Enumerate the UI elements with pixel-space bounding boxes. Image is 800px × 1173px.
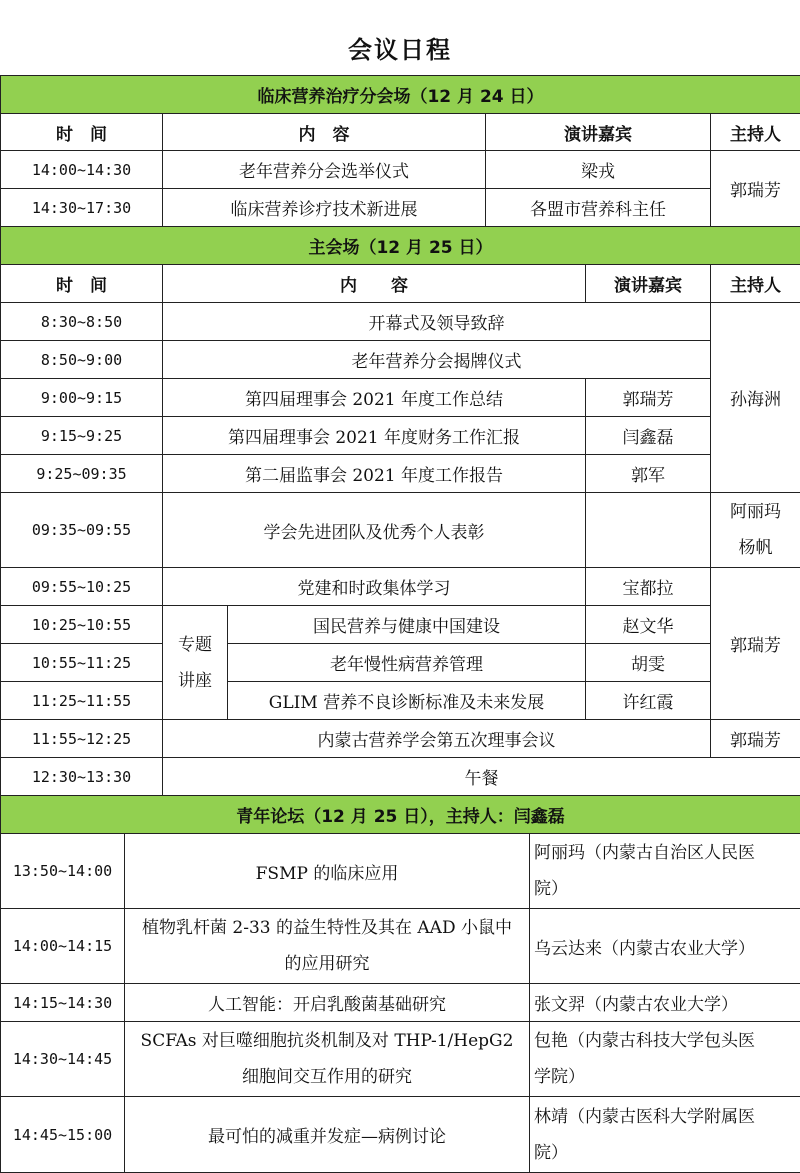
row-time: 9:25~09:35 — [1, 455, 163, 493]
row-content: 老年营养分会揭牌仪式 — [163, 341, 711, 379]
row-time: 9:00~9:15 — [1, 379, 163, 417]
section-banner: 临床营养治疗分会场（12 月 24 日） — [1, 76, 800, 114]
row-speaker: 赵文华 — [586, 606, 711, 644]
header-time: 时 间 — [1, 265, 163, 303]
content-line: SCFAs 对巨噬细胞抗炎机制及对 THP-1/HepG2 — [129, 1023, 525, 1059]
row-content: 午餐 — [163, 758, 800, 796]
row-time: 8:30~8:50 — [1, 303, 163, 341]
row-speaker: 梁戎 — [486, 151, 711, 189]
row-content: 人工智能：开启乳酸菌基础研究 — [125, 984, 530, 1022]
row-time: 09:35~09:55 — [1, 493, 163, 568]
row-speaker: 郭军 — [586, 455, 711, 493]
section-banner: 主会场（12 月 25 日） — [1, 227, 800, 265]
row-time: 13:50~14:00 — [1, 834, 125, 909]
speaker-line: 院） — [534, 871, 796, 907]
speaker-line: 院） — [534, 1135, 796, 1171]
row-speaker: 郭瑞芳 — [586, 379, 711, 417]
header-speaker: 演讲嘉宾 — [586, 265, 711, 303]
row-content: 学会先进团队及优秀个人表彰 — [163, 493, 586, 568]
row-speaker: 宝都拉 — [586, 568, 711, 606]
row-content: 第四届理事会 2021 年度工作总结 — [163, 379, 586, 417]
row-time: 14:15~14:30 — [1, 984, 125, 1022]
host-name: 阿丽玛 — [715, 494, 796, 530]
row-content: 老年慢性病营养管理 — [228, 644, 586, 682]
row-speaker: 许红霞 — [586, 682, 711, 720]
row-host: 孙海洲 — [711, 303, 800, 493]
speaker-line: 林靖（内蒙古医科大学附属医 — [534, 1099, 796, 1135]
row-content: GLIM 营养不良诊断标准及未来发展 — [228, 682, 586, 720]
row-time: 14:00~14:15 — [1, 909, 125, 984]
row-speaker — [530, 1022, 800, 1097]
row-host: 郭瑞芳 — [711, 568, 800, 720]
table-section-2 — [0, 226, 800, 796]
row-time: 14:30~14:45 — [1, 1022, 125, 1097]
topic-lecture-label — [163, 606, 228, 720]
header-content: 内 容 — [163, 265, 586, 303]
header-host: 主持人 — [711, 114, 800, 151]
row-content — [125, 1022, 530, 1097]
table-section-1 — [0, 75, 800, 227]
row-host: 郭瑞芳 — [711, 720, 800, 758]
table-section-3 — [0, 795, 800, 1173]
content-line: 的应用研究 — [129, 946, 525, 982]
speaker-line: 阿丽玛（内蒙古自治区人民医 — [534, 835, 796, 871]
speaker-line: 学院） — [534, 1059, 796, 1095]
row-content: 第二届监事会 2021 年度工作报告 — [163, 455, 586, 493]
row-time: 10:25~10:55 — [1, 606, 163, 644]
row-content: 国民营养与健康中国建设 — [228, 606, 586, 644]
row-content: 内蒙古营养学会第五次理事会议 — [163, 720, 711, 758]
row-speaker: 张文羿（内蒙古农业大学） — [530, 984, 800, 1022]
row-speaker: 闫鑫磊 — [586, 417, 711, 455]
row-speaker: 各盟市营养科主任 — [486, 189, 711, 227]
row-speaker — [530, 1097, 800, 1173]
row-time: 11:25~11:55 — [1, 682, 163, 720]
header-time: 时 间 — [1, 114, 163, 151]
section-banner: 青年论坛（12 月 25 日），主持人：闫鑫磊 — [1, 796, 800, 834]
row-content: 临床营养诊疗技术新进展 — [163, 189, 486, 227]
row-content — [125, 909, 530, 984]
header-host: 主持人 — [711, 265, 800, 303]
header-content: 内 容 — [163, 114, 486, 151]
row-speaker: 乌云达来（内蒙古农业大学） — [530, 909, 800, 984]
row-content: 老年营养分会选举仪式 — [163, 151, 486, 189]
row-speaker — [530, 834, 800, 909]
row-content: 最可怕的减重并发症—病例讨论 — [125, 1097, 530, 1173]
header-speaker: 演讲嘉宾 — [486, 114, 711, 151]
row-time: 12:30~13:30 — [1, 758, 163, 796]
content-line: 植物乳杆菌 2-33 的益生特性及其在 AAD 小鼠中 — [129, 910, 525, 946]
row-time: 8:50~9:00 — [1, 341, 163, 379]
content-line: 细胞间交互作用的研究 — [129, 1059, 525, 1095]
row-speaker — [586, 493, 711, 568]
page-title: 会议日程 — [0, 30, 800, 65]
row-content: FSMP 的临床应用 — [125, 834, 530, 909]
row-time: 9:15~9:25 — [1, 417, 163, 455]
row-time: 14:00~14:30 — [1, 151, 163, 189]
row-time: 14:45~15:00 — [1, 1097, 125, 1173]
row-time: 09:55~10:25 — [1, 568, 163, 606]
row-host — [711, 493, 800, 568]
row-content: 党建和时政集体学习 — [163, 568, 586, 606]
row-speaker: 胡雯 — [586, 644, 711, 682]
row-time: 14:30~17:30 — [1, 189, 163, 227]
row-content: 第四届理事会 2021 年度财务工作汇报 — [163, 417, 586, 455]
row-time: 10:55~11:25 — [1, 644, 163, 682]
topic-label-line: 讲座 — [167, 663, 223, 699]
host-name: 杨帆 — [715, 530, 796, 566]
topic-label-line: 专题 — [167, 627, 223, 663]
row-time: 11:55~12:25 — [1, 720, 163, 758]
row-host: 郭瑞芳 — [711, 151, 800, 227]
speaker-line: 包艳（内蒙古科技大学包头医 — [534, 1023, 796, 1059]
row-content: 开幕式及领导致辞 — [163, 303, 711, 341]
